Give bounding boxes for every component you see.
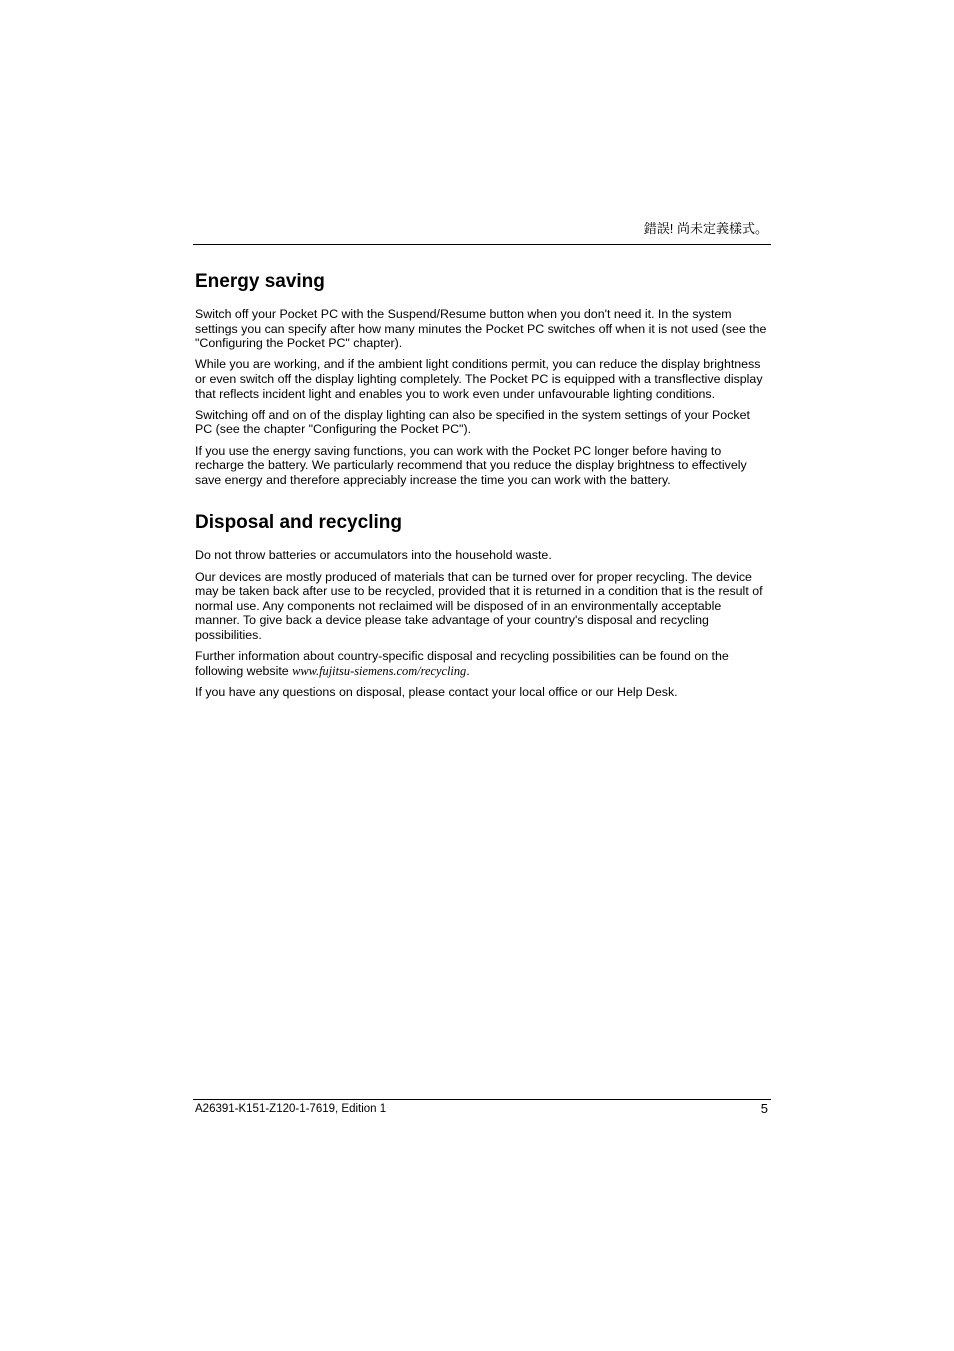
paragraph: While you are working, and if the ambient light conditions permit, you can reduce the display brightness or even switch off the display lighting completely. The Pocket PC is equipped with a transflective display that reflects incident light and enables you to work even under unfavourable lighting conditions. — [195, 357, 763, 401]
paragraph: Switch off your Pocket PC with the Suspend/Resume button when you don't need it. In the system settings you can specify after how many minutes the Pocket PC switches off when it is not used (see the "Configuring the Pocket PC" chapter). — [195, 307, 767, 351]
website-paragraph-text: Further information about country-specific disposal and recycling possibilities can be found on the following website — [195, 649, 729, 678]
paragraph: Do not throw batteries or accumulators into the household waste. — [195, 548, 552, 563]
recycling-website-link[interactable]: www.fujitsu-siemens.com/recycling — [292, 663, 467, 678]
paragraph: Switching off and on of the display lighting can also be specified in the system settings of your Pocket PC (see the chapter "Configuring the Pocket PC"). — [195, 407, 750, 437]
page-number: 5 — [760, 1101, 768, 1116]
website-paragraph-end: . — [466, 663, 470, 678]
section-heading-disposal-recycling: Disposal and recycling — [195, 512, 402, 534]
website-paragraph — [195, 649, 769, 678]
paragraph: If you have any questions on disposal, please contact your local office or our Help Desk. — [195, 684, 678, 699]
document-id: A26391-K151-Z120-1-7619, Edition 1 — [195, 1103, 387, 1115]
running-header: 錯誤! 尚未定義樣式。 — [643, 221, 768, 236]
footer-rule — [193, 1099, 771, 1100]
header-rule — [193, 244, 771, 245]
paragraph: Our devices are mostly produced of materials that can be turned over for proper recycling. The device may be taken back after use to be recycled, provided that it is returned in a condition that is the result of normal use. Any components not reclaimed will be disposed of in an environmentally acceptable manner. To give back a device please take advantage of your country's disposal and recycling possibilities. — [195, 569, 763, 642]
section-heading-energy-saving: Energy saving — [195, 271, 325, 292]
paragraph: If you use the energy saving functions, you can work with the Pocket PC longer before having to recharge the battery. We particularly recommend that you reduce the display brightness to effectively save energy and therefore appreciably increase the time you can work with the battery. — [195, 443, 747, 487]
page-body — [195, 270, 769, 706]
